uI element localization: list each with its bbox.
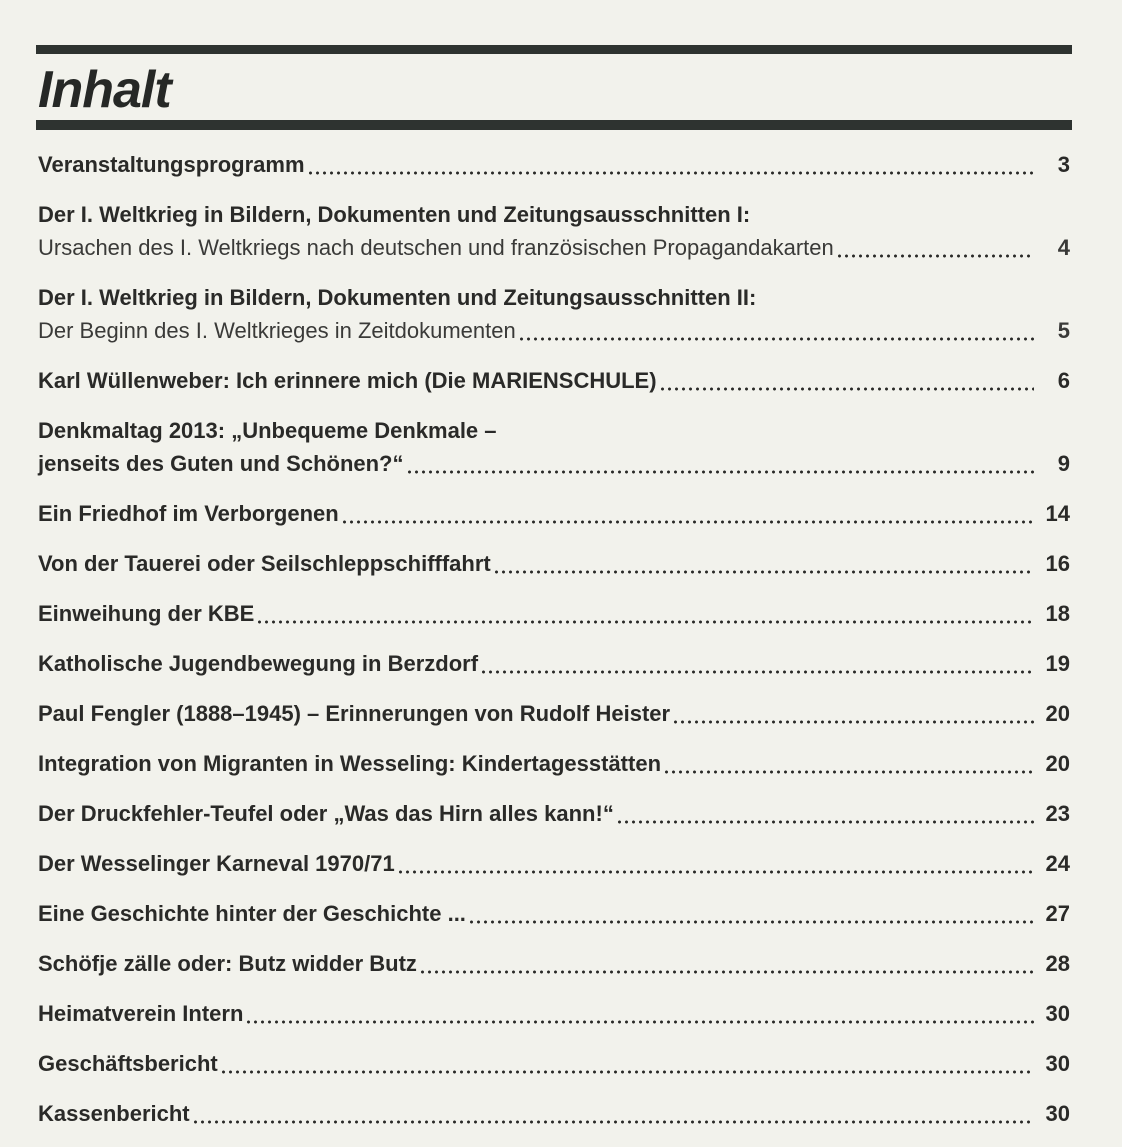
toc-entry — [38, 897, 1070, 930]
toc-entry-page-number: 30 — [1045, 1001, 1070, 1026]
toc-entry-title: Integration von Migranten in Wesseling: Kindertagesstätten — [38, 751, 662, 776]
toc-entry — [38, 497, 1070, 530]
title-underline — [36, 120, 1072, 130]
toc-entry-line — [38, 847, 1070, 880]
toc-entry-line — [38, 797, 1070, 830]
dot-leader — [245, 1019, 1034, 1025]
toc-entry — [38, 697, 1070, 730]
toc-entry — [38, 148, 1070, 181]
toc-entry-line — [38, 697, 1070, 730]
toc-entry-heading: Denkmaltag 2013: „Unbequeme Denkmale – — [38, 418, 497, 443]
toc-entry-page-number: 20 — [1045, 751, 1070, 776]
toc-entry-line — [38, 1047, 1070, 1080]
toc-entry-page-number: 3 — [1057, 152, 1070, 177]
toc-entry — [38, 414, 1070, 480]
toc-entry — [38, 947, 1070, 980]
toc-entry-page-number: 20 — [1045, 701, 1070, 726]
toc-entry-title: Schöfje zälle oder: Butz widder Butz — [38, 951, 417, 976]
toc-entry-page-number: 28 — [1045, 951, 1070, 976]
toc-entry-heading: Der I. Weltkrieg in Bildern, Dokumenten und Zeitungsausschnitten I: — [38, 202, 751, 227]
dot-leader — [419, 969, 1034, 975]
toc-entry — [38, 1097, 1070, 1130]
toc-entry — [38, 647, 1070, 680]
toc-entry-title: Der Wesselinger Karneval 1970/71 — [38, 851, 395, 876]
top-rule — [36, 45, 1072, 54]
toc-entry-title: Karl Wüllenweber: Ich erinnere mich (Die MARIENSCHULE) — [38, 368, 657, 393]
toc-entry-line — [38, 897, 1070, 930]
toc-entry-line — [38, 231, 1070, 264]
toc-entry-line — [38, 747, 1070, 780]
toc-entry-page-number: 9 — [1057, 451, 1070, 476]
toc-entry-page-number: 14 — [1045, 501, 1070, 526]
toc-entry — [38, 281, 1070, 347]
toc-entry-title: Der Beginn des I. Weltkrieges in Zeitdokumenten — [38, 318, 516, 343]
toc-entry — [38, 198, 1070, 264]
dot-leader — [659, 386, 1034, 392]
toc-entry-page-number: 19 — [1045, 651, 1070, 676]
toc-entry-page-number: 30 — [1045, 1051, 1070, 1076]
toc-entry-title: Kassenbericht — [38, 1101, 190, 1126]
toc-entry-heading: Der I. Weltkrieg in Bildern, Dokumenten und Zeitungsausschnitten II: — [38, 285, 757, 310]
toc-entry-page-number: 16 — [1045, 551, 1070, 576]
toc-entry-line — [38, 497, 1070, 530]
toc-entry-title: Ein Friedhof im Verborgenen — [38, 501, 339, 526]
toc-entry — [38, 597, 1070, 630]
toc-entry-title: Paul Fengler (1888–1945) – Erinnerungen von Rudolf Heister — [38, 701, 671, 726]
toc-entry-line — [38, 997, 1070, 1030]
toc-entry-title: Geschäftsbericht — [38, 1051, 218, 1076]
toc-entry-line — [38, 447, 1070, 480]
toc-entry — [38, 847, 1070, 880]
toc-entry — [38, 997, 1070, 1030]
toc-entry — [38, 1047, 1070, 1080]
toc-entry-page-number: 6 — [1057, 368, 1070, 393]
toc-entry — [38, 747, 1070, 780]
toc-entry-line — [38, 1097, 1070, 1130]
toc-entry-page-number: 24 — [1045, 851, 1070, 876]
toc-entry-line — [38, 547, 1070, 580]
toc-entry-title: Katholische Jugendbewegung in Berzdorf — [38, 651, 479, 676]
toc-entry-title: Heimatverein Intern — [38, 1001, 244, 1026]
dot-leader — [341, 519, 1034, 525]
toc-entry-title: Eine Geschichte hinter der Geschichte ... — [38, 901, 466, 926]
dot-leader — [518, 336, 1034, 342]
toc-entry — [38, 547, 1070, 580]
toc-entry-line — [38, 947, 1070, 980]
table-of-contents — [38, 148, 1070, 1147]
dot-leader — [672, 719, 1034, 725]
toc-entry — [38, 364, 1070, 397]
toc-entry-title: jenseits des Guten und Schönen?“ — [38, 451, 404, 476]
dot-leader — [397, 869, 1034, 875]
dot-leader — [480, 669, 1034, 675]
toc-entry-page-number: 27 — [1045, 901, 1070, 926]
toc-entry-line — [38, 647, 1070, 680]
toc-entry-title: Der Druckfehler-Teufel oder „Was das Hirn alles kann!“ — [38, 801, 614, 826]
toc-entry-page-number: 5 — [1057, 318, 1070, 343]
toc-entry — [38, 797, 1070, 830]
toc-entry-line — [38, 597, 1070, 630]
toc-entry-title: Einweihung der KBE — [38, 601, 255, 626]
toc-entry-title: Veranstaltungsprogramm — [38, 152, 305, 177]
toc-entry-page-number: 23 — [1045, 801, 1070, 826]
dot-leader — [256, 619, 1034, 625]
dot-leader — [836, 253, 1034, 259]
toc-entry-title: Von der Tauerei oder Seilschleppschifffahrt — [38, 551, 491, 576]
toc-entry-line — [38, 314, 1070, 347]
toc-entry-page-number: 4 — [1057, 235, 1070, 260]
toc-entry-title: Ursachen des I. Weltkriegs nach deutschen und französischen Propagandakarten — [38, 235, 834, 260]
toc-entry-page-number: 30 — [1045, 1101, 1070, 1126]
dot-leader — [616, 819, 1034, 825]
dot-leader — [468, 919, 1034, 925]
dot-leader — [406, 469, 1035, 475]
toc-entry-line — [38, 364, 1070, 397]
toc-entry-line — [38, 148, 1070, 181]
toc-entry-page-number: 18 — [1045, 601, 1070, 626]
dot-leader — [220, 1069, 1034, 1075]
dot-leader — [493, 569, 1034, 575]
dot-leader — [307, 170, 1034, 176]
dot-leader — [192, 1119, 1034, 1125]
page-title: Inhalt — [38, 61, 171, 119]
dot-leader — [663, 769, 1034, 775]
